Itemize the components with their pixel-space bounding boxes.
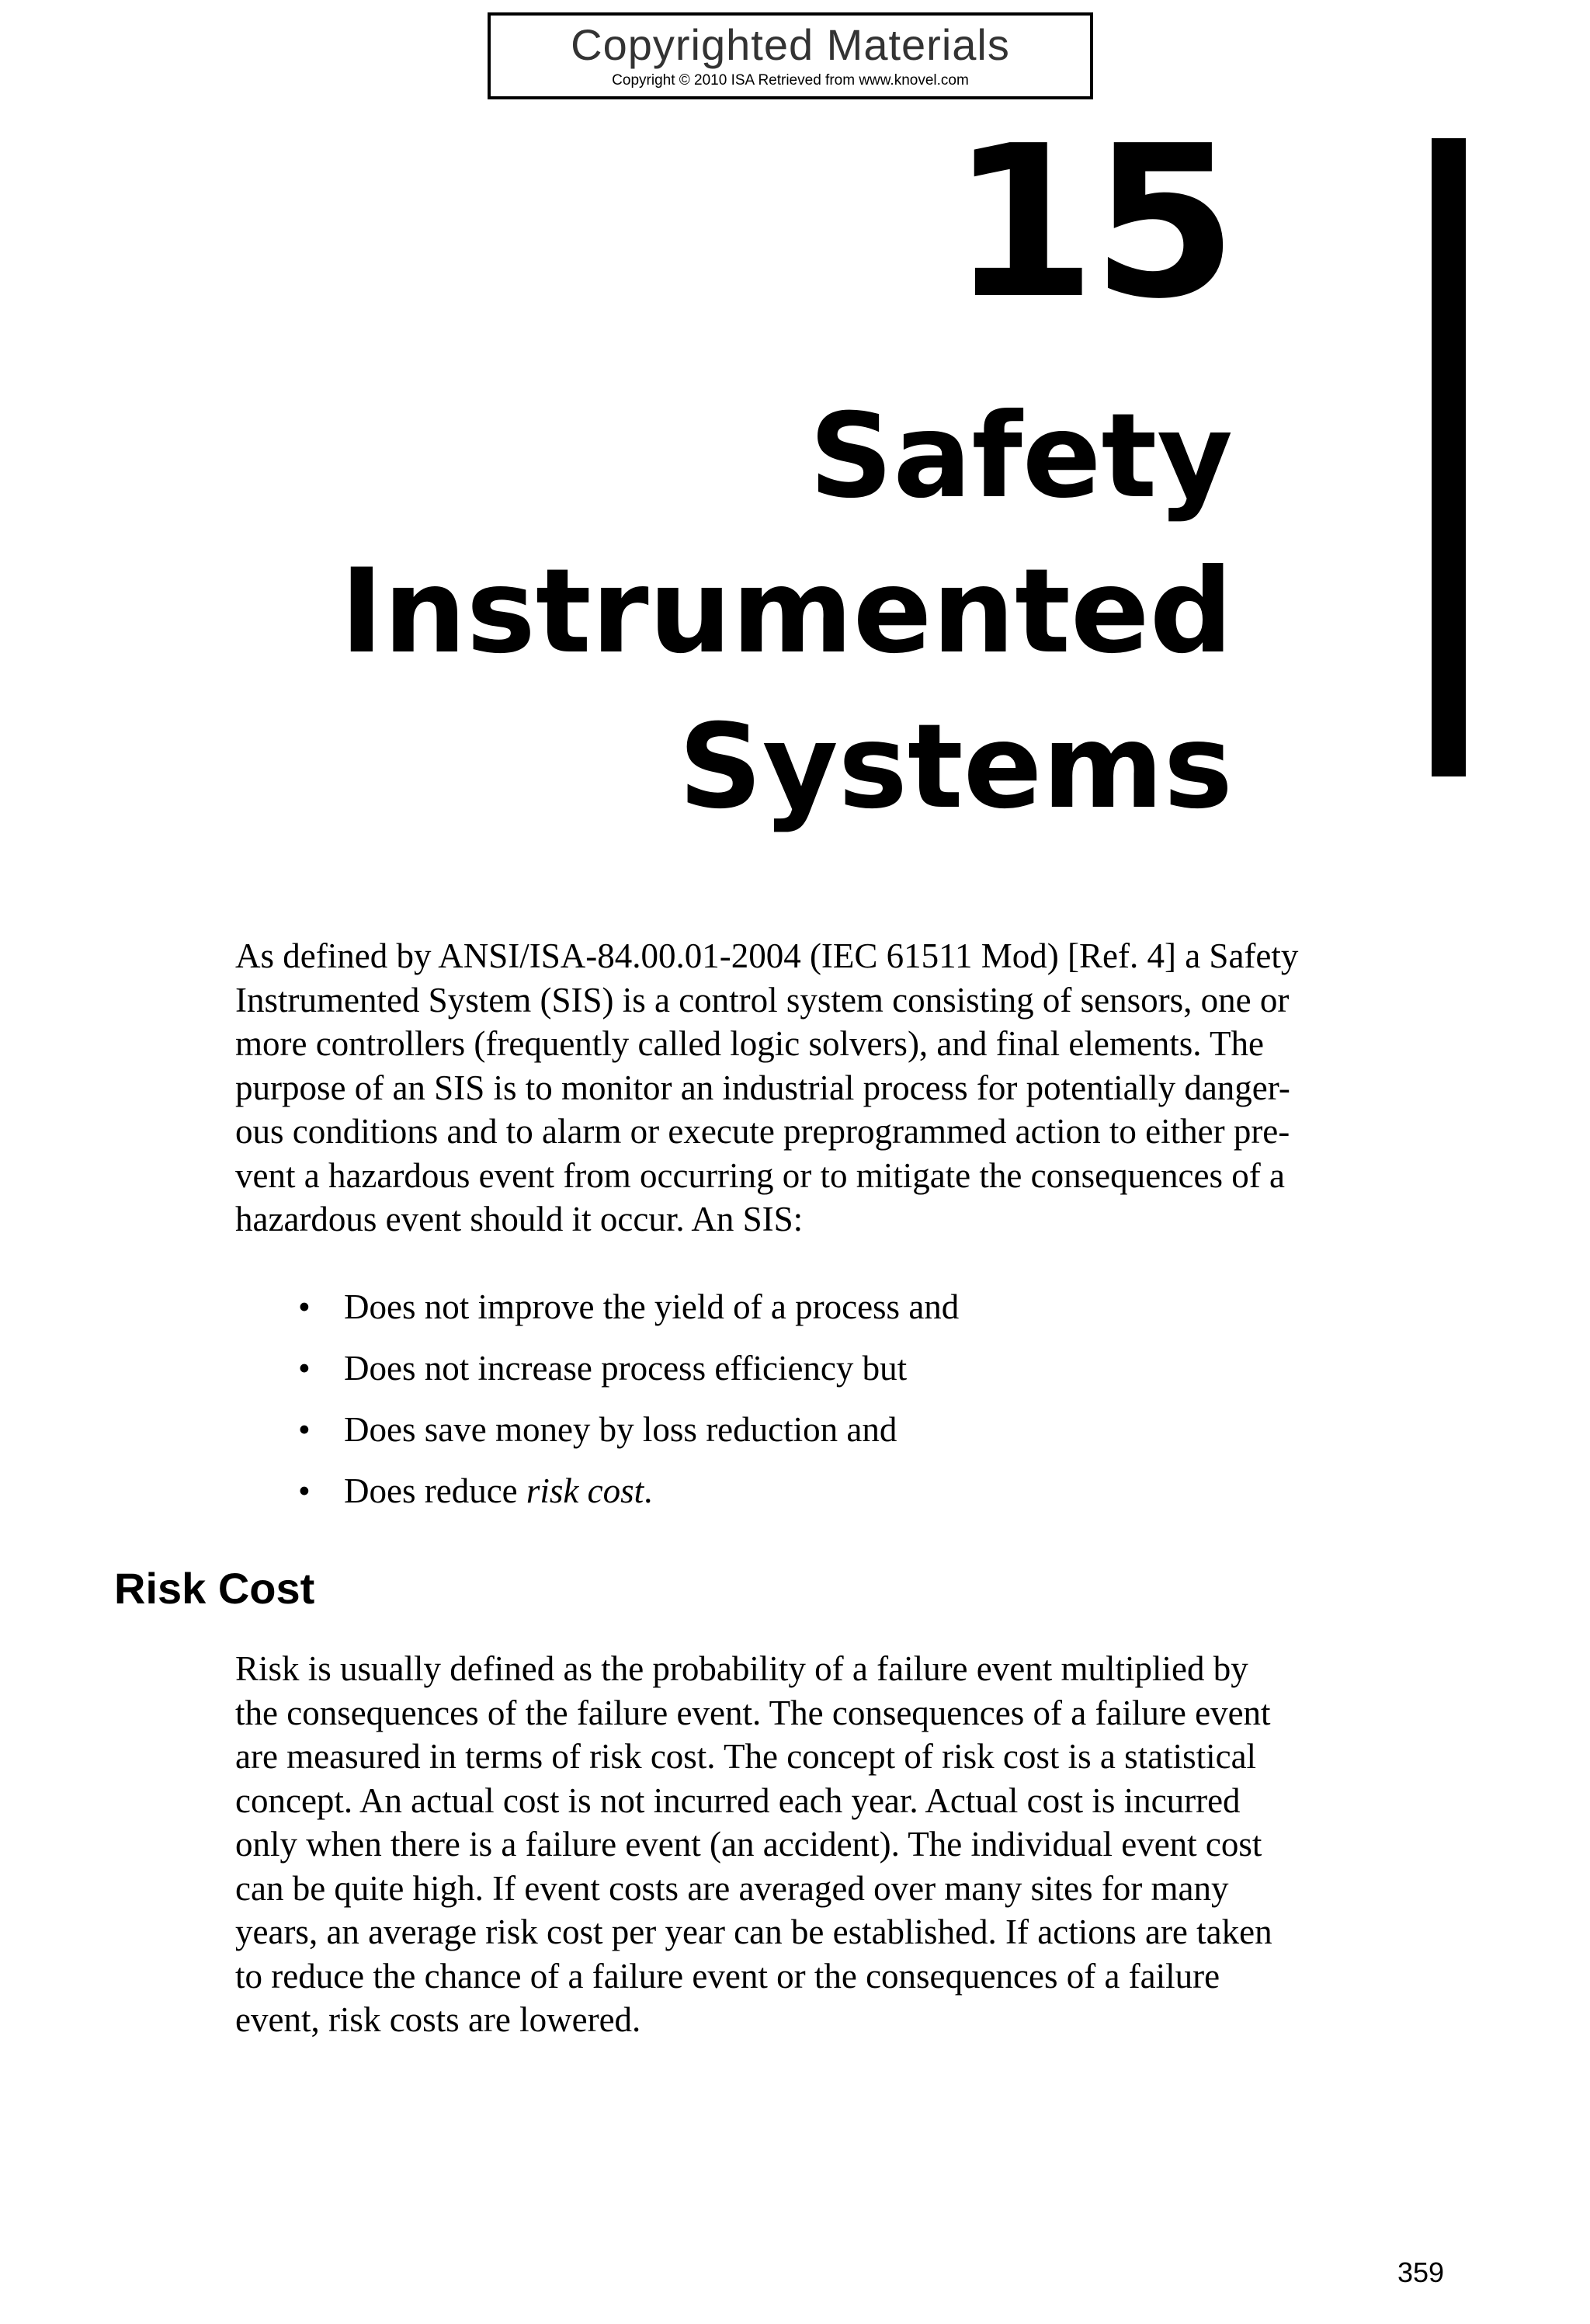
chapter-title-line: Safety: [809, 389, 1233, 524]
intro-line: Instrumented System (SIS) is a control system consisting of sensors, one or: [235, 980, 1290, 1020]
chapter-title-line: Systems: [678, 700, 1233, 835]
bullet-list: [293, 1285, 959, 1530]
list-item: [293, 1408, 959, 1469]
risk-line: years, an average risk cost per year can be established. If actions are taken: [235, 1912, 1272, 1951]
list-item: [293, 1346, 959, 1408]
list-item-suffix: .: [644, 1471, 653, 1510]
risk-cost-paragraph: [235, 1647, 1477, 2042]
risk-line: are measured in terms of risk cost. The concept of risk cost is a statistical: [235, 1737, 1257, 1776]
risk-line: concept. An actual cost is not incurred each year. Actual cost is incurred: [235, 1780, 1241, 1820]
risk-line: to reduce the chance of a failure event or the consequences of a failure: [235, 1956, 1220, 1996]
risk-line: can be quite high. If event costs are averaged over many sites for many: [235, 1868, 1229, 1908]
stamp-title: Copyrighted Materials: [571, 20, 1010, 69]
risk-line: event, risk costs are lowered.: [235, 2000, 641, 2039]
chapter-side-bar: [1432, 138, 1466, 776]
list-item: [293, 1469, 959, 1530]
chapter-number: 15: [950, 100, 1233, 345]
risk-line: only when there is a failure event (an accident). The individual event cost: [235, 1825, 1262, 1864]
intro-line: more controllers (frequently called logic solvers), and final elements. The: [235, 1024, 1264, 1063]
intro-paragraph: [235, 934, 1439, 1242]
chapter-title: [146, 379, 1233, 845]
page-number: 359: [1397, 2256, 1445, 2288]
bullet-dot: •: [298, 1349, 311, 1388]
list-item-text: Does reduce: [344, 1471, 526, 1510]
list-item: [293, 1285, 959, 1346]
intro-line: ous conditions and to alarm or execute preprogrammed action to either pre-: [235, 1112, 1290, 1151]
copyright-stamp: [488, 12, 1093, 99]
intro-line: vent a hazardous event from occurring or to mitigate the consequences of a: [235, 1155, 1285, 1195]
bullet-dot: •: [298, 1287, 311, 1326]
bullet-dot: •: [298, 1471, 311, 1510]
section-heading: Risk Cost: [114, 1564, 315, 1613]
risk-line: Risk is usually defined as the probability of a failure event multiplied by: [235, 1649, 1248, 1688]
chapter-title-line: Instrumented: [340, 544, 1233, 679]
bullet-dot: •: [298, 1410, 311, 1449]
list-item-text: Does save money by loss reduction and: [344, 1410, 897, 1449]
stamp-subtitle: Copyright © 2010 ISA Retrieved from www.knovel.com: [612, 72, 969, 89]
intro-line: purpose of an SIS is to monitor an industrial process for potentially danger-: [235, 1068, 1290, 1107]
risk-line: the consequences of the failure event. The consequences of a failure event: [235, 1693, 1271, 1732]
italic-term: risk cost: [526, 1471, 644, 1510]
list-item-text: Does not increase process efficiency but: [344, 1349, 908, 1388]
list-item-text: Does not improve the yield of a process and: [344, 1287, 960, 1326]
intro-line: hazardous event should it occur. An SIS:: [235, 1200, 804, 1238]
intro-line: As defined by ANSI/ISA-84.00.01-2004 (IEC 61511 Mod) [Ref. 4] a Safety: [235, 936, 1299, 975]
